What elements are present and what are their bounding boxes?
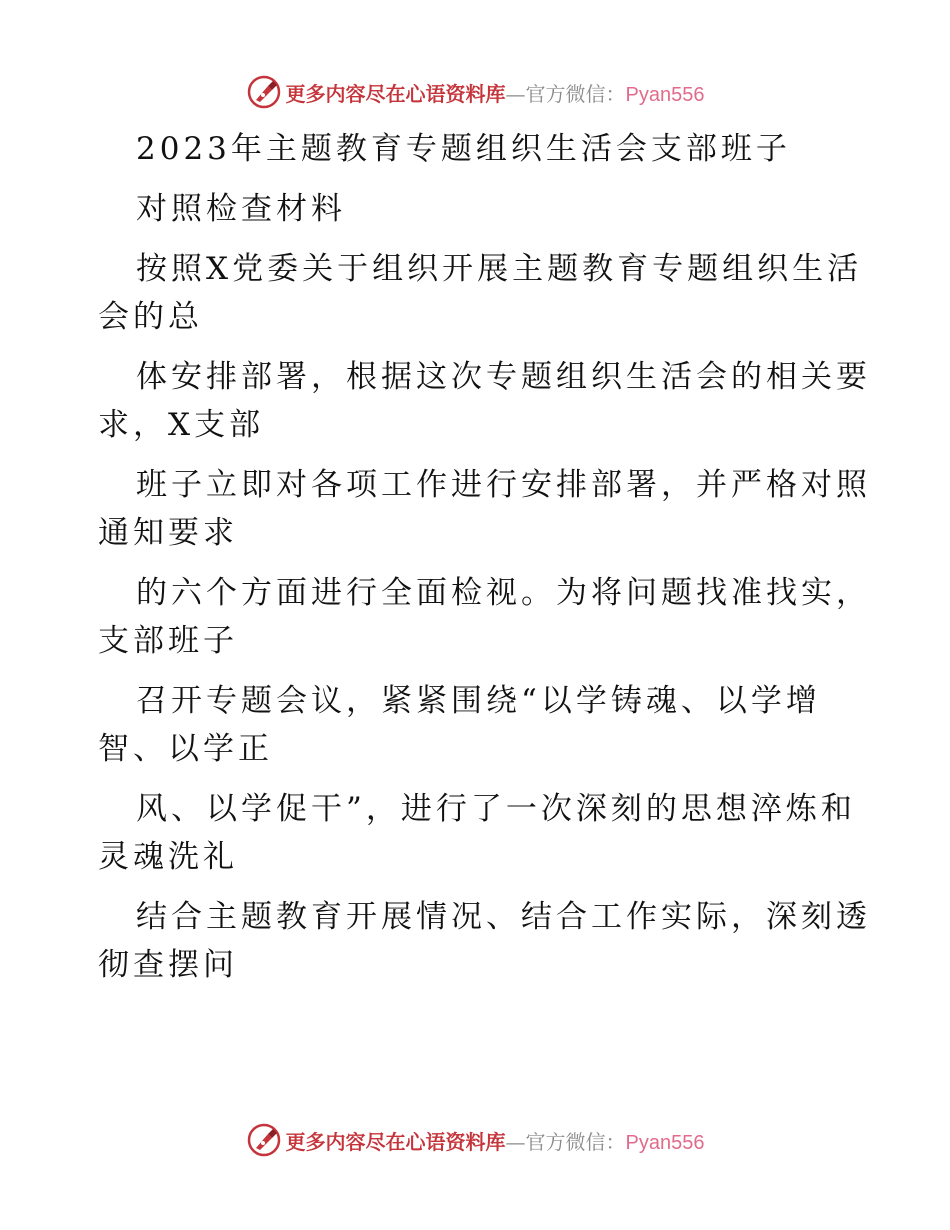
paragraph — [98, 893, 871, 989]
watermark-wechat-id: Pyan556 — [625, 1131, 705, 1154]
watermark-dash: — — [505, 1129, 526, 1154]
paragraph — [98, 461, 871, 557]
paragraph-line: 按照X党委关于组织开展主题教育专题组织生活 — [136, 251, 863, 287]
paragraph-line: 智、以学正 — [98, 731, 273, 767]
watermark-label — [286, 78, 705, 107]
paragraph-line: 的六个方面进行全面检视。为将问题找准找实， — [136, 575, 871, 611]
footer-watermark — [0, 1120, 950, 1160]
watermark-dash: — — [505, 81, 526, 106]
paragraph-line: 会的总 — [98, 299, 203, 335]
paragraph-line: 灵魂洗礼 — [98, 839, 238, 875]
watermark-official: 官方微信： — [525, 1129, 626, 1154]
paragraph — [98, 353, 871, 449]
paragraph-line: 召开专题会议，紧紧围绕“以学铸魂、以学增 — [136, 683, 821, 719]
watermark-label — [286, 1126, 705, 1155]
paragraph-line: 支部班子 — [98, 623, 238, 659]
paragraph-line: 通知要求 — [98, 515, 238, 551]
paragraph — [98, 569, 871, 665]
watermark-text: 更多内容尽在心语资料库 — [285, 81, 506, 106]
watermark-official: 官方微信： — [525, 81, 626, 106]
paragraph-line: 结合主题教育开展情况、结合工作实际，深刻透 — [136, 899, 871, 935]
document-title-line-2: 对照检查材料 — [136, 191, 346, 227]
paragraph — [98, 245, 868, 341]
header-watermark — [0, 72, 950, 112]
document-title-line-1: 2023年主题教育专题组织生活会支部班子 — [136, 131, 791, 167]
watermark-wechat-id: Pyan556 — [625, 83, 705, 106]
pen-nib-logo-icon — [246, 1122, 282, 1158]
paragraph — [98, 677, 868, 773]
paragraph-line: 求，X支部 — [98, 407, 265, 443]
paragraph — [98, 785, 868, 881]
pen-nib-logo-icon — [246, 74, 282, 110]
paragraph-line: 班子立即对各项工作进行安排部署，并严格对照 — [136, 467, 871, 503]
paragraph-line: 体安排部署，根据这次专题组织生活会的相关要 — [136, 359, 871, 395]
watermark-text: 更多内容尽在心语资料库 — [285, 1129, 506, 1154]
paragraph-line: 彻查摆问 — [98, 947, 238, 983]
paragraph-line: 风、以学促干”，进行了一次深刻的思想淬炼和 — [136, 791, 856, 827]
document-body — [98, 125, 871, 1001]
